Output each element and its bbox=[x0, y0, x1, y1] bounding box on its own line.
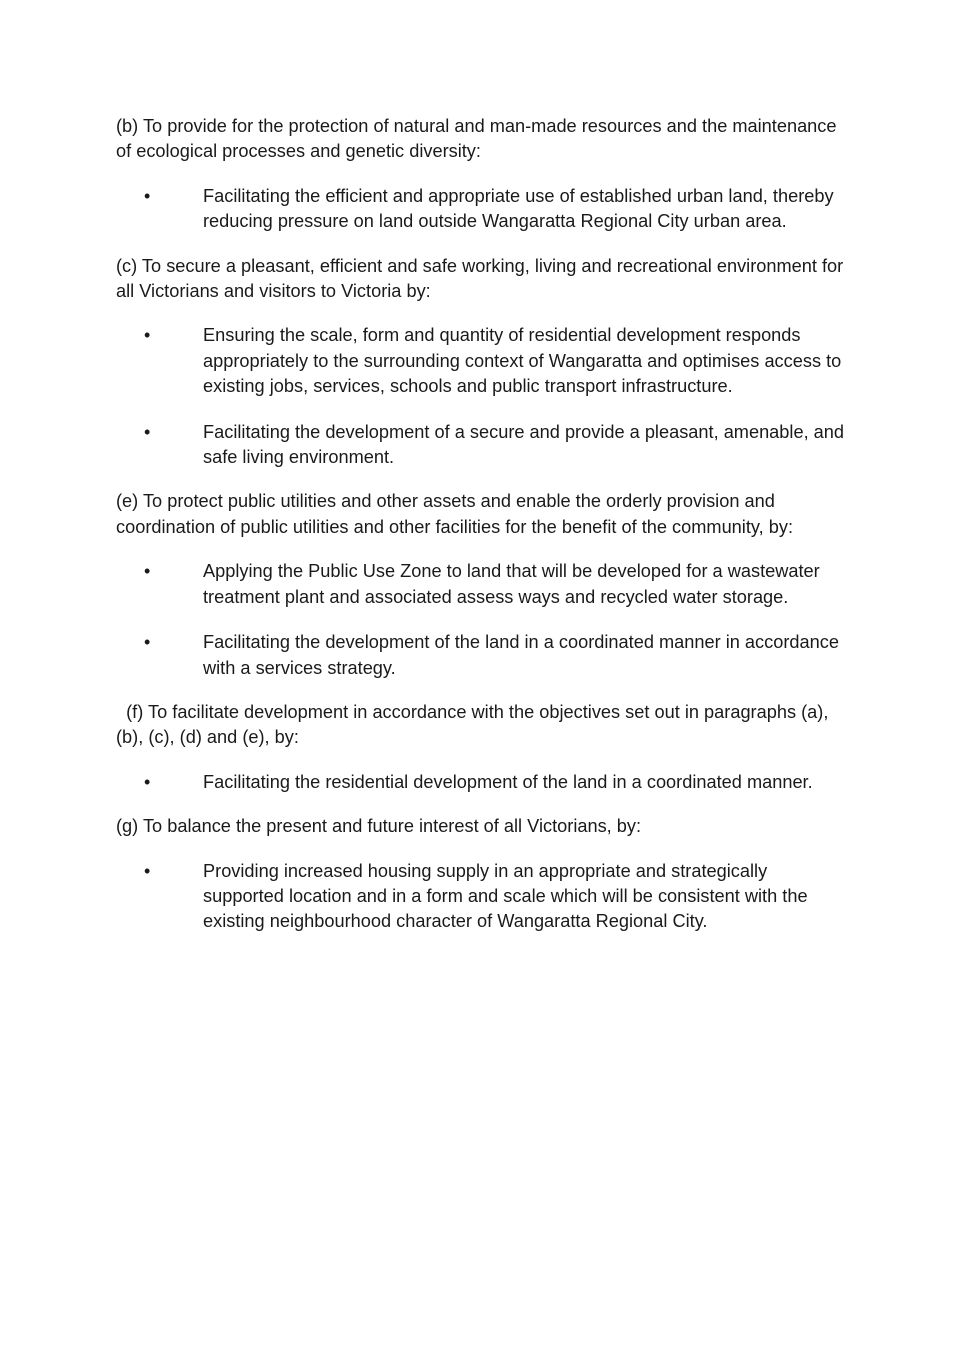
list-item-text: Facilitating the development of a secure and provide a pleasant, amenable, and safe living environment. bbox=[203, 421, 845, 468]
objective-f-bullets bbox=[116, 770, 846, 795]
list-item-text: Facilitating the development of the land in a coordinated manner in accordance with a services strategy. bbox=[203, 632, 839, 678]
objective-e-bullets bbox=[116, 559, 846, 681]
bullet-icon: • bbox=[144, 421, 151, 442]
objective-e-heading: (e) To protect public utilities and other assets and enable the orderly provision and coordination of public utilities and other facilities for the benefit of the community, by: bbox=[116, 491, 794, 537]
list-item bbox=[116, 184, 846, 235]
list-item-text: Applying the Public Use Zone to land that will be developed for a wastewater treatment plant and associated assess ways and recycled water storage. bbox=[203, 561, 820, 607]
objective-b-bullets bbox=[116, 184, 846, 235]
list-item-text: Ensuring the scale, form and quantity of residential development responds appropriately to the surrounding context of Wangaratta and optimises access to existing jobs, services, schools and public transport infrastructure. bbox=[203, 325, 842, 397]
list-item-text: Providing increased housing supply in an appropriate and strategically supported location and in a form and scale which will be consistent with the existing neighbourhood character of Wangaratta Regional City. bbox=[203, 860, 808, 932]
bullet-icon: • bbox=[144, 771, 151, 792]
objective-c-heading: (c) To secure a pleasant, efficient and safe working, living and recreational environment for all Victorians and visitors to Victoria by: bbox=[116, 255, 844, 302]
bullet-icon: • bbox=[144, 632, 151, 653]
objective-g-heading: (g) To balance the present and future interest of all Victorians, by: bbox=[116, 816, 642, 837]
bullet-icon: • bbox=[144, 325, 151, 346]
bullet-icon: • bbox=[144, 185, 151, 206]
list-item bbox=[116, 323, 846, 399]
list-item bbox=[116, 559, 846, 610]
list-item-text: Facilitating the residential development of the land in a coordinated manner. bbox=[203, 771, 813, 792]
objective-b-heading: (b) To provide for the protection of natural and man-made resources and the maintenance of ecological processes and genetic diversity: bbox=[116, 116, 837, 162]
list-item bbox=[116, 770, 846, 795]
list-item bbox=[116, 420, 846, 471]
bullet-icon: • bbox=[144, 860, 151, 881]
objective-f-heading: (f) To facilitate development in accordance with the objectives set out in paragraphs (a), (b), (c), (d) and (e), by: bbox=[116, 701, 834, 748]
objective-c-bullets bbox=[116, 323, 846, 470]
objective-g-bullets bbox=[116, 859, 846, 935]
bullet-icon: • bbox=[144, 561, 151, 582]
document-page bbox=[116, 114, 846, 954]
list-item-text: Facilitating the efficient and appropriate use of established urban land, thereby reducing pressure on land outside Wangaratta Regional City urban area. bbox=[203, 185, 834, 232]
list-item bbox=[116, 859, 846, 935]
list-item bbox=[116, 630, 846, 681]
